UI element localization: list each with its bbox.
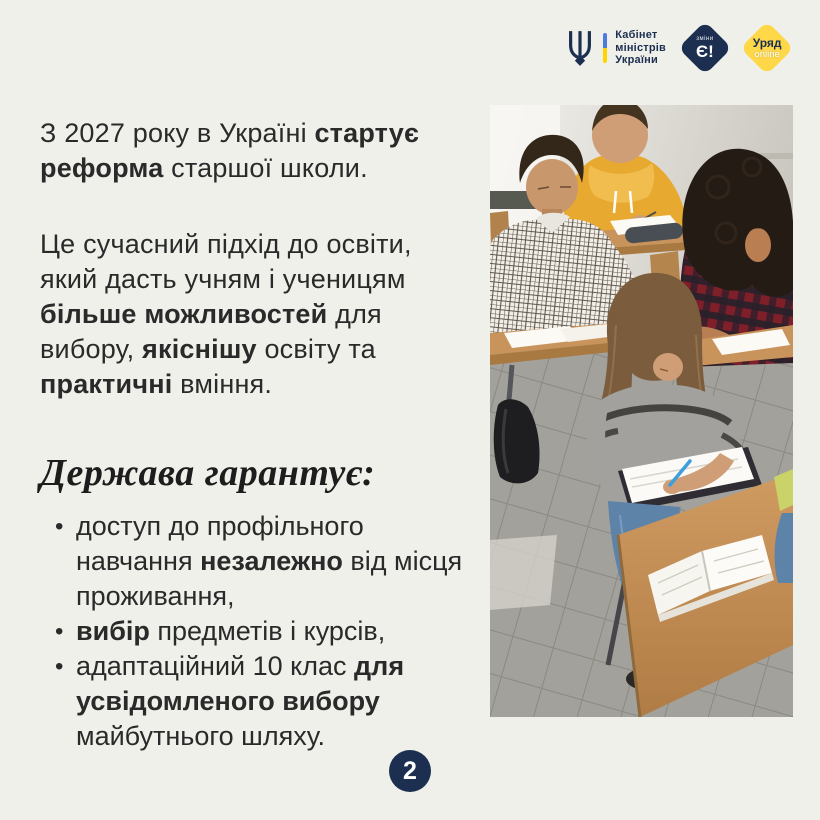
online-label: online [754, 48, 780, 60]
description-paragraph: Це сучасний підхід до освіти, який дасть учням і ученицям більше можливостей для вибору, якіснішу освіту та практичні вміння. [40, 229, 412, 399]
cabinet-logo-text [615, 29, 666, 68]
zminy-ye-logo [678, 21, 732, 75]
classroom-photo-illustration [490, 105, 793, 717]
cabinet-line: України [615, 54, 658, 67]
text-column [40, 116, 472, 754]
list-item: • вибір предметів і курсів, [76, 614, 472, 649]
cabinet-line: міністрів [615, 41, 666, 54]
uryad-online-logo [740, 21, 794, 75]
uryad-label: Уряд [752, 35, 782, 50]
cabinet-line: Кабінет [615, 28, 658, 41]
list-item: • доступ до профільного навчання незалежно від місця проживання, [76, 509, 472, 614]
flag-bar [603, 33, 607, 63]
ye-label: Є! [696, 41, 714, 61]
list-item: • адаптаційний 10 клас для усвідомленого вибору майбутнього шляху. [76, 649, 472, 754]
guarantee-heading: Держава гарантує: [40, 452, 376, 494]
zminy-label: зміни [696, 35, 714, 42]
intro-paragraph: З 2027 року в Україні стартує реформа старшої школи. [40, 118, 420, 183]
cabinet-of-ministers-logo [565, 28, 666, 68]
ukraine-trident-icon [565, 28, 595, 68]
classroom-photo [490, 105, 793, 717]
header-logos [565, 28, 790, 68]
page-number-badge [389, 750, 431, 792]
guarantee-list [40, 509, 472, 754]
page-number: 2 [403, 756, 417, 785]
